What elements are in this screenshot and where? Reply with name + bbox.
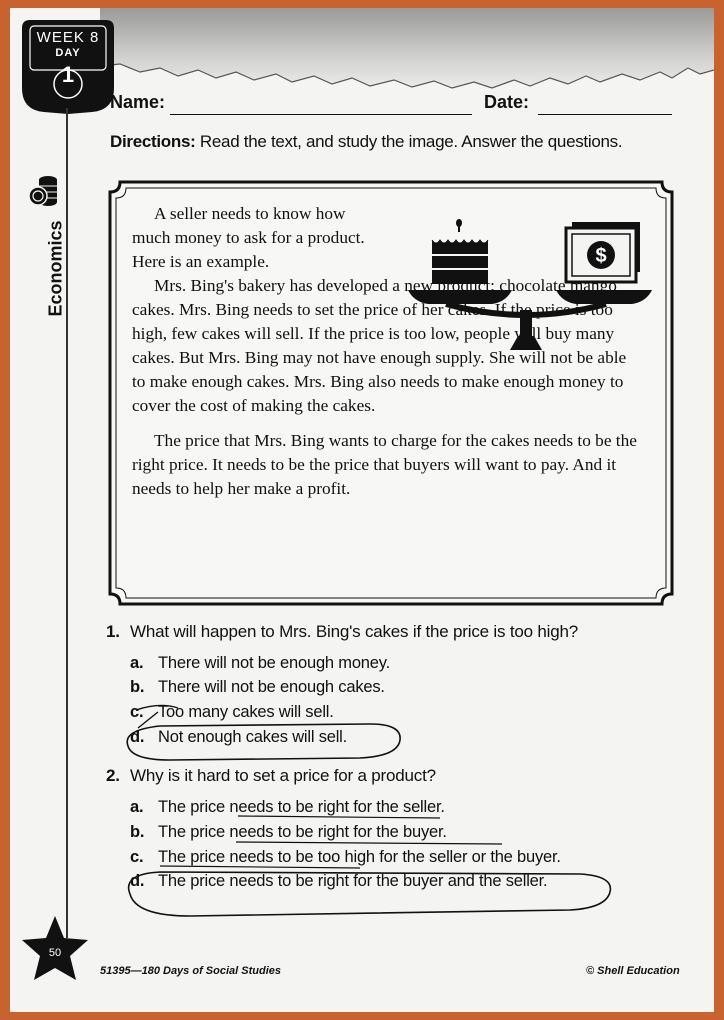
name-label: Name: <box>110 92 166 112</box>
directions <box>110 132 622 152</box>
question-2 <box>106 766 436 786</box>
option-text: Not enough cakes will sell. <box>158 728 348 746</box>
name-field[interactable] <box>170 114 472 115</box>
question-2-text: Why is it hard to set a price for a product? <box>130 766 436 785</box>
question-2-option-d[interactable] <box>130 872 547 891</box>
day-number: 1 <box>61 62 75 87</box>
question-1-text: What will happen to Mrs. Bing's cakes if the price is too high? <box>130 622 578 641</box>
option-text: The price needs to be right for the buyer and the seller. <box>158 872 548 890</box>
book-title: 51395—180 Days of Social Studies <box>100 965 281 977</box>
option-letter: d. <box>130 872 145 890</box>
coin-stack-icon <box>28 174 58 208</box>
directions-label: Directions: <box>110 132 196 151</box>
reading-passage-box <box>106 178 676 608</box>
passage-paragraph-3: The price that Mrs. Bing wants to charge for the cakes needs to be the right price. It needs to be the price that buyers will want to pay. And it needs to help her make a profit. <box>132 431 637 498</box>
passage-paragraph-2 <box>132 274 642 418</box>
option-letter: a. <box>130 654 144 672</box>
dollar-symbol: $ <box>595 245 607 267</box>
option-letter: b. <box>130 678 145 696</box>
question-1-option-c[interactable] <box>130 703 334 722</box>
option-letter: c. <box>130 703 144 721</box>
publisher: © Shell Education <box>586 965 680 977</box>
passage-text <box>132 202 642 501</box>
option-letter: d. <box>130 728 145 746</box>
option-text: There will not be enough cakes. <box>158 678 385 696</box>
passage-paragraph-2-text: Mrs. Bing's bakery has developed a new product: chocolate mango cakes. Mrs. Bing needs to set the price of her cakes. If the price is too high, few cakes will sell. If the price is too low, people will buy many cakes. But Mrs. Bing may not have enough supply. She will not be able to make enough cakes. Mrs. Bing also needs to make enough money to cover the cost of making the cakes. <box>132 276 627 415</box>
directions-text: Read the text, and study the image. Answer the questions. <box>195 132 623 151</box>
day-label: DAY <box>55 47 81 59</box>
question-2-option-c[interactable] <box>130 848 561 867</box>
question-1-option-b[interactable] <box>130 678 385 697</box>
date-label: Date: <box>484 92 530 112</box>
passage-paragraph-1: A seller needs to know how much money to ask for a product. Here is an example. <box>132 204 365 271</box>
date-field[interactable] <box>538 114 672 115</box>
page-number: 50 <box>48 947 62 959</box>
option-text: There will not be enough money. <box>158 654 390 672</box>
question-1-number: 1. <box>106 622 120 641</box>
option-letter: c. <box>130 848 144 866</box>
question-1 <box>106 622 578 642</box>
question-2-number: 2. <box>106 766 120 785</box>
option-text: The price needs to be right for the buyer. <box>158 823 447 841</box>
option-letter: a. <box>130 798 144 816</box>
option-text: Too many cakes will sell. <box>158 703 334 721</box>
question-1-option-d[interactable] <box>130 728 347 747</box>
question-1-option-a[interactable] <box>130 654 390 673</box>
week-label: WEEK 8 <box>36 29 100 46</box>
torn-paper-header <box>100 8 714 90</box>
question-2-option-a[interactable] <box>130 798 445 817</box>
option-letter: b. <box>130 823 145 841</box>
worksheet-page <box>10 8 714 1012</box>
subject-label: Economics <box>45 220 66 317</box>
option-text: The price needs to be too high for the seller or the buyer. <box>158 848 561 866</box>
option-text: The price needs to be right for the seller. <box>158 798 445 816</box>
question-2-option-b[interactable] <box>130 823 447 842</box>
